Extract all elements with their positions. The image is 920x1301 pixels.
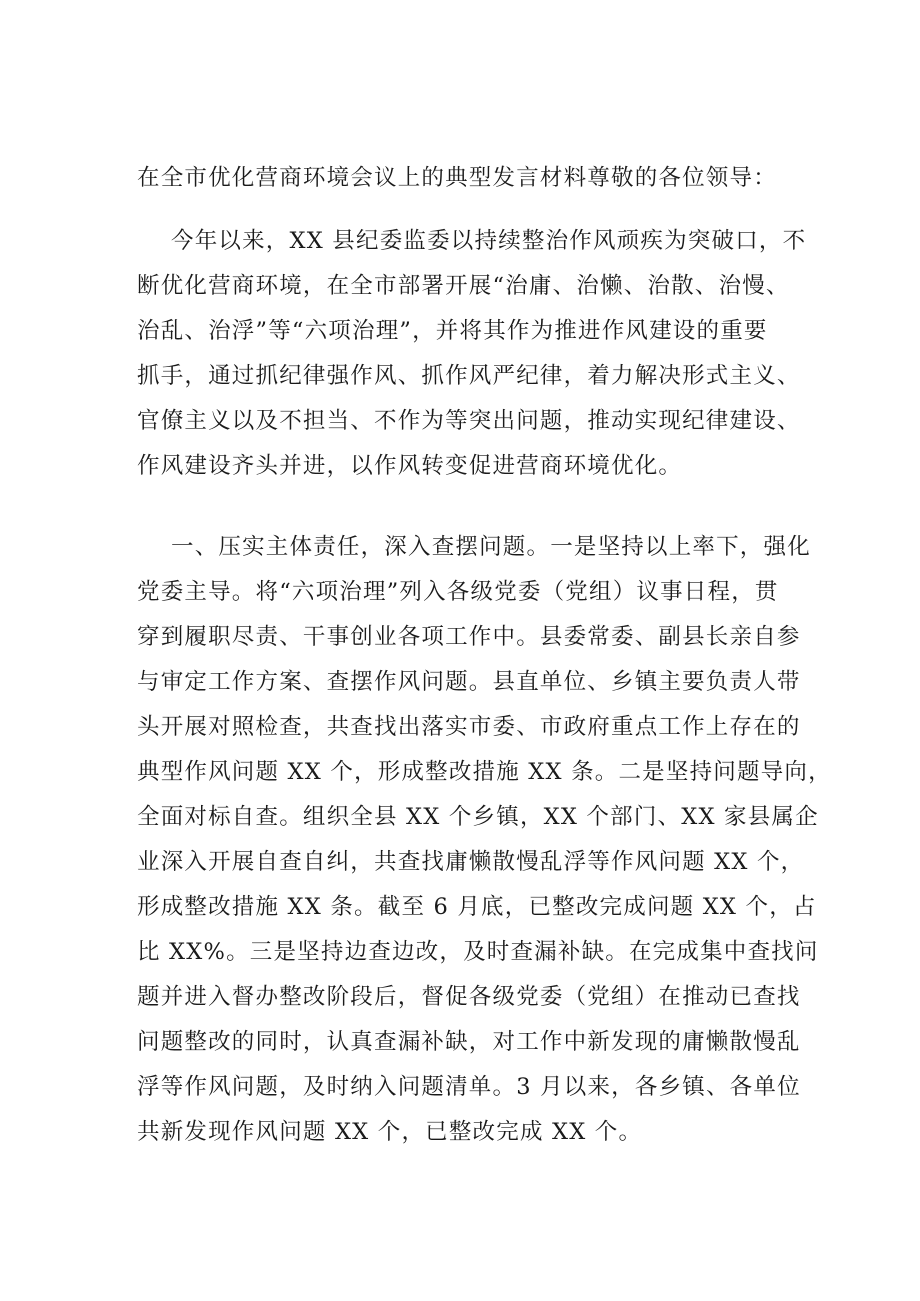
paragraph-2-line-10: 比 XX%。三是坚持边查边改，及时查漏补缺。在完成集中查找问 [137, 939, 819, 965]
paragraph-1-line-2: 断优化营商环境，在全市部署开展“治庸、治懒、治散、治慢、 [137, 273, 790, 299]
paragraph-2-line-11: 题并进入督办整改阶段后，督促各级党委（党组）在推动已查找 [137, 984, 801, 1010]
paragraph-2-line-5: 头开展对照检查，共查找出落实市委、市政府重点工作上存在的 [137, 714, 801, 740]
paragraph-2-line-8: 业深入开展自查自纠，共查找庸懒散慢乱浮等作风问题 XX 个， [137, 849, 805, 875]
paragraph-1-line-1: 今年以来，XX 县纪委监委以持续整治作风顽疾为突破口，不 [171, 228, 807, 254]
paragraph-1-line-5: 官僚主义以及不担当、不作为等突出问题，推动实现纪律建设、 [137, 408, 801, 434]
paragraph-2-line-14: 共新发现作风问题 XX 个，已整改完成 XX 个。 [137, 1119, 643, 1145]
paragraph-2-line-7: 全面对标自查。组织全县 XX 个乡镇，XX 个部门、XX 家县属企 [137, 804, 819, 830]
paragraph-2-line-13: 浮等作风问题，及时纳入问题清单。3 月以来，各乡镇、各单位 [137, 1074, 801, 1100]
paragraph-2-line-6: 典型作风问题 XX 个，形成整改措施 XX 条。二是坚持问题导向， [137, 759, 832, 785]
paragraph-1-line-4: 抓手，通过抓纪律强作风、抓作风严纪律，着力解决形式主义、 [137, 363, 801, 389]
paragraph-2-line-1: 一、压实主体责任，深入查摆问题。一是坚持以上率下，强化 [171, 534, 811, 560]
paragraph-1-line-6: 作风建设齐头并进，以作风转变促进营商环境优化。 [137, 453, 683, 479]
paragraph-2-line-12: 问题整改的同时，认真查漏补缺，对工作中新发现的庸懒散慢乱 [137, 1029, 801, 1055]
paragraph-2-line-4: 与审定工作方案、查摆作风问题。县直单位、乡镇主要负责人带 [137, 669, 801, 695]
paragraph-1-line-3: 治乱、治浮”等“六项治理”，并将其作为推进作风建设的重要 [137, 318, 768, 344]
paragraph-2-line-9: 形成整改措施 XX 条。截至 6 月底，已整改完成问题 XX 个，占 [137, 894, 817, 920]
document-title-line: 在全市优化营商环境会议上的典型发言材料尊敬的各位领导： [137, 165, 777, 191]
paragraph-2-line-3: 穿到履职尽责、干事创业各项工作中。县委常委、副县长亲自参 [137, 624, 801, 650]
paragraph-2-line-2: 党委主导。将“六项治理”列入各级党委（党组）议事日程，贯 [137, 579, 779, 605]
